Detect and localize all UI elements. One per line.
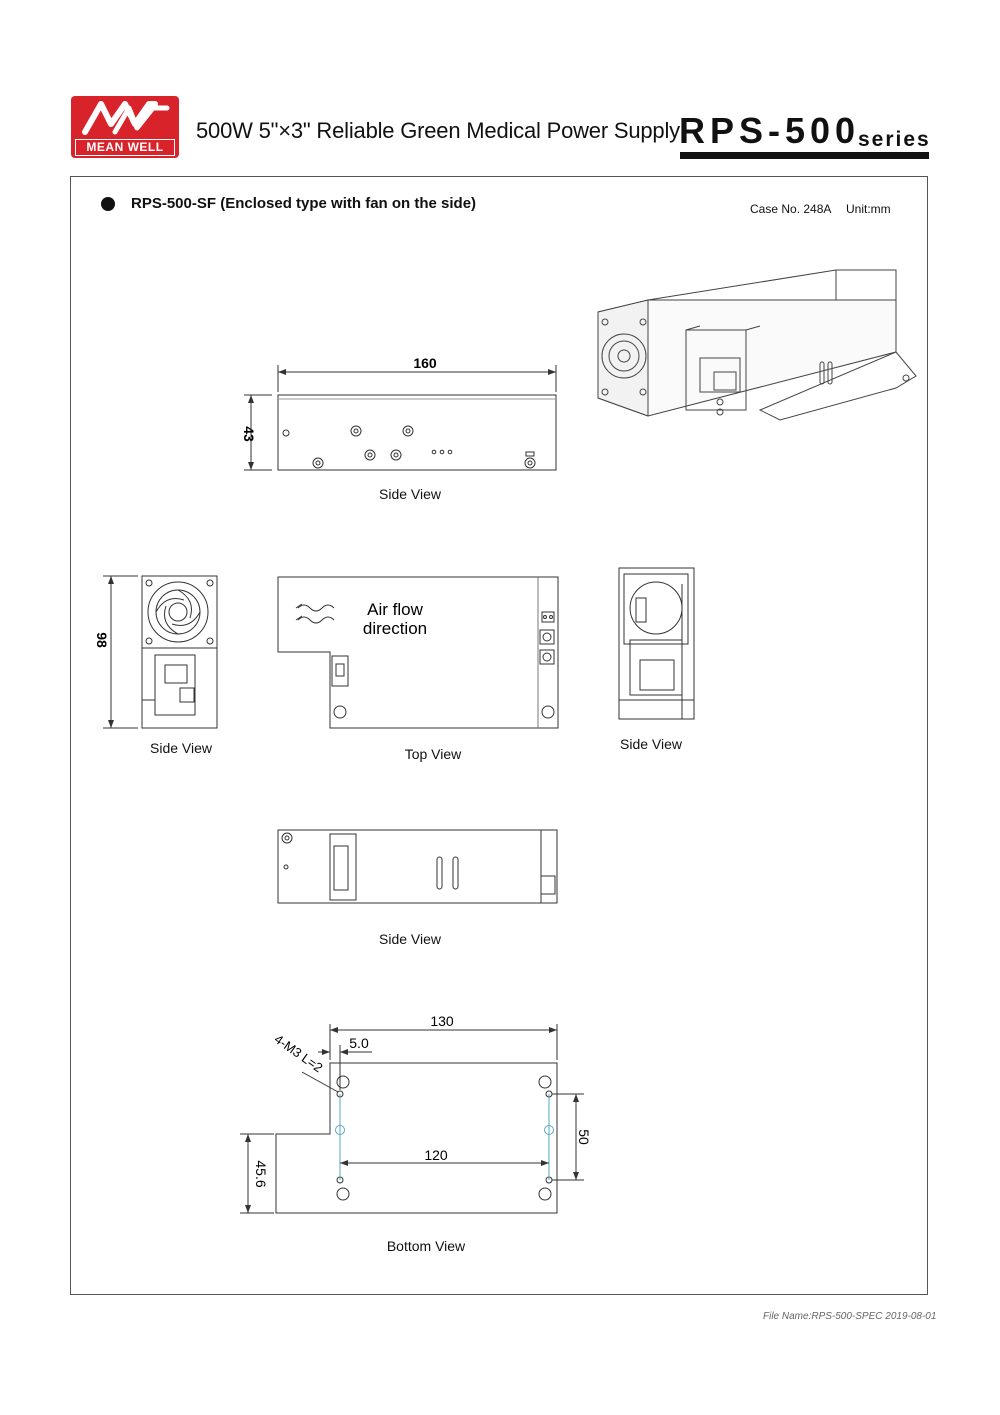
dim-height: 43 [241, 426, 257, 442]
side-view-right [619, 568, 694, 719]
case-number: Case No. 248A [750, 202, 832, 216]
side-view-1 [244, 365, 556, 470]
dim-screw-spec: 4-M3 L=2 [271, 1031, 326, 1076]
airflow-line-2: direction [362, 619, 428, 638]
isometric-view [598, 270, 916, 420]
side-view-3 [278, 830, 557, 903]
section-title: RPS-500-SF (Enclosed type with fan on the side) [131, 195, 477, 212]
file-name-footer: File Name:RPS-500-SPEC 2019-08-01 [763, 1311, 937, 1322]
side-view-1-label: Side View [378, 486, 442, 502]
dim-step-height: 45.6 [253, 1160, 269, 1188]
product-subtitle: 500W 5"×3" Reliable Green Medical Power Supply [196, 118, 680, 143]
dim-hole-span-inner: 120 [424, 1147, 448, 1163]
unit-label: Unit:mm [846, 202, 891, 216]
model-title: RPS-500 [679, 110, 861, 151]
top-view-label: Top View [404, 746, 462, 762]
dim-hole-pitch: 50 [576, 1129, 592, 1145]
series-label: series [858, 128, 931, 151]
side-view-3-label: Side View [378, 931, 442, 947]
dim-length: 160 [413, 355, 437, 371]
side-view-right-label: Side View [619, 736, 683, 752]
dim-hole-offset: 5.0 [349, 1035, 369, 1051]
bottom-view-label: Bottom View [386, 1238, 466, 1254]
brand-name: MEAN WELL [75, 139, 175, 156]
airflow-line-1: Air flow [367, 600, 423, 619]
dim-hole-span-outer: 130 [430, 1013, 454, 1029]
dim-depth: 98 [94, 632, 110, 648]
side-view-left-label: Side View [149, 740, 213, 756]
side-view-left [103, 576, 217, 728]
